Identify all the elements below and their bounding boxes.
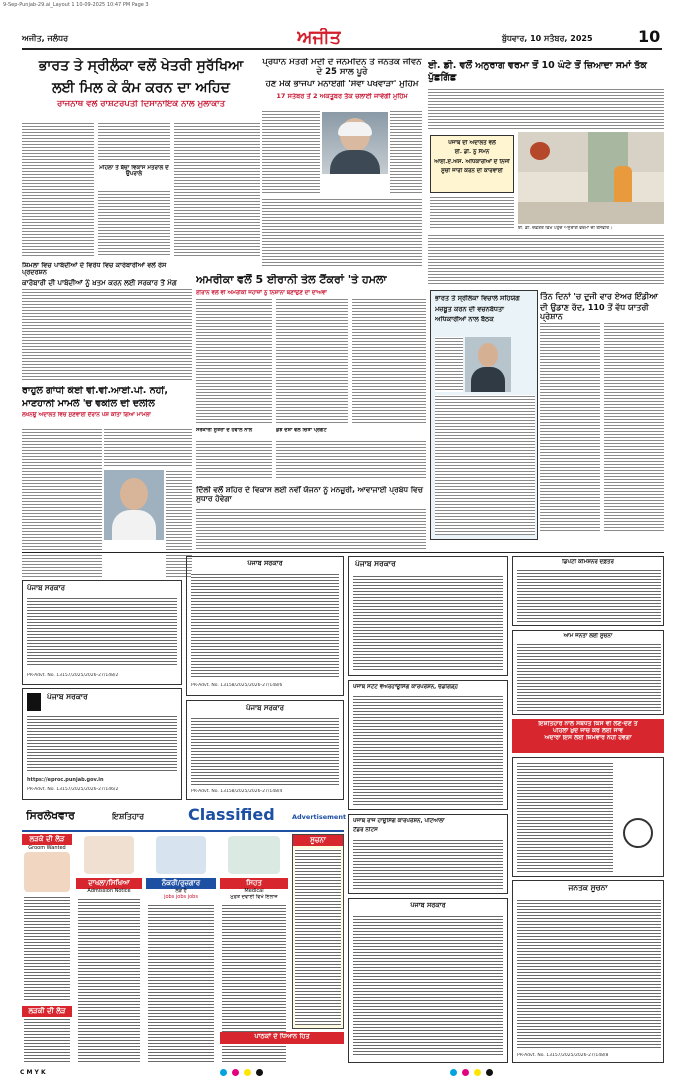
story-air-india bbox=[540, 292, 664, 322]
classified-col-jobs bbox=[146, 834, 216, 1064]
story-ed-anurag bbox=[428, 60, 664, 84]
story-delhi bbox=[196, 486, 426, 503]
story3-sidebar-1: ਪੰਜਾਬ ਦੀ ਅਦਾਲਤ ਵਲੋਂ bbox=[448, 140, 496, 146]
ad-punjab-sarkar-1 bbox=[22, 580, 182, 685]
story6-col-1b bbox=[196, 440, 272, 480]
story6-inset-2-text: ਕੁਝ ਦੇਸ਼ਾਂ ਵਲੋਂ ਚਿੰਤਾ ਪ੍ਰਗਟ bbox=[276, 428, 327, 433]
story6-inset-text: ਸਰਕਾਰੀ ਸੂਤਰਾਂ ਦੇ ਹਵਾਲੇ ਨਾਲ bbox=[196, 428, 253, 433]
story-india-srilanka-2 bbox=[430, 290, 538, 540]
ads-rule bbox=[22, 552, 664, 553]
ad-warning-band bbox=[512, 719, 664, 753]
classified-title-en: Classified bbox=[188, 806, 275, 824]
registration-cyan-icon bbox=[220, 1069, 227, 1076]
grooms-sub: Groom Wanted bbox=[28, 845, 66, 851]
ad2-body bbox=[27, 715, 177, 773]
ad1-body bbox=[27, 597, 177, 667]
ad-dc-office bbox=[512, 556, 664, 626]
story1-col-2a bbox=[98, 122, 170, 162]
masthead-section: ਅਜੀਤ, ਜਲੰਧਰ bbox=[22, 34, 69, 43]
registration-yellow-icon bbox=[244, 1069, 251, 1076]
ad9-body bbox=[517, 569, 661, 623]
modi-photo-body bbox=[330, 150, 380, 174]
ad-public-notice bbox=[512, 880, 664, 1063]
ad9-title: ਡਿਪਟੀ ਕਮਿਸ਼ਨਰ ਦਫ਼ਤਰ bbox=[562, 559, 614, 565]
registration-cyan-icon-2 bbox=[450, 1069, 457, 1076]
story1-subhead: ਰਾਜਨਾਥ ਵਲੋਂ ਰਾਸ਼ਟਰਪਤੀ ਦਿਸਾਨਾਇਕੇ ਨਾਲ ਮੁਲਾਕਾਤ bbox=[56, 100, 226, 110]
classified-title-pb-2: ਇਸ਼ਤਿਹਾਰ bbox=[112, 812, 145, 821]
story-us-iran bbox=[196, 274, 426, 296]
ad12-body bbox=[517, 899, 661, 1049]
story4-headline: ਕਾਰੋਬਾਰੀ ਦੀ ਪਾਬੰਦੀਆਂ ਨੂੰ ਖ਼ਤਮ ਕਰਨ ਲਈ ਸਰਕਾਰ ਤੋਂ ਮੰਗ bbox=[22, 278, 177, 287]
ad-housing bbox=[348, 814, 508, 894]
story5-headline-1: ਰਾਹੁਲ ਗਾਂਧੀ ਕੋਈ ਵੀ.ਵੀ.ਆਈ.ਪੀ. ਨਹੀਂ, bbox=[22, 386, 168, 396]
medical-sub: ਮੁਫ਼ਤ ਦਵਾਈ ਵਿਖੇ ਇਲਾਜ bbox=[230, 894, 278, 900]
story5-col-2 bbox=[104, 428, 192, 468]
masthead-date: ਬੁੱਧਵਾਰ, 10 ਸਤੰਬਰ, 2025 bbox=[502, 34, 593, 43]
admission-head: ਦਾਖਲਾ/ਸਿਖਿਆ bbox=[76, 878, 142, 889]
ad2-pr-number: PR-Advt. No. 13157/2025/2026-27/146/2 bbox=[27, 787, 119, 792]
modi-photo bbox=[322, 112, 388, 174]
story3-sidebar-2: ਈ. ਡੀ. ਨੂੰ ਸੰਮਨ bbox=[454, 149, 490, 156]
warning-line-1: ਇਸ਼ਤਿਹਾਰ ਨਾਲ ਸਬੰਧਤ ਕਿਸੇ ਵੀ ਲੈਣ-ਦੇਣ ਤੋਂ bbox=[538, 721, 638, 727]
story6-col-1 bbox=[196, 298, 272, 423]
story9-headline-2: ਦੀ ਉਡਾਣ ਰੱਦ, 110 ਤੋਂ ਵੱਧ ਯਾਤਰੀ ਪ੍ਰੇਸ਼ਾਨ bbox=[540, 303, 649, 322]
registration-magenta-icon bbox=[232, 1069, 239, 1076]
ad3-pr-number: PR-Advt. No. 13158/2025/2026-27/148/6 bbox=[191, 683, 283, 688]
bride-head: ਲੜਕੀ ਦੀ ਲੋੜ bbox=[22, 1006, 72, 1017]
jobs-head: ਨੌਕਰੀ/ਰੁਜ਼ਗਾਰ bbox=[146, 878, 216, 889]
story8-headline-1: ਭਾਰਤ ਤੇ ਸ੍ਰੀਲੰਕਾ ਵਿਚਾਲੇ ਸਹਿਯੋਗ bbox=[435, 295, 520, 302]
footer-registration bbox=[20, 1068, 664, 1078]
punjab-emblem-icon bbox=[27, 693, 41, 711]
ad-corporation bbox=[348, 680, 508, 810]
story1-col-1 bbox=[22, 122, 94, 257]
ad1-title: ਪੰਜਾਬ ਸਰਕਾਰ bbox=[27, 584, 66, 592]
story8-col-1 bbox=[435, 337, 463, 392]
rahul-photo-body bbox=[112, 510, 156, 540]
ad-notice bbox=[512, 630, 664, 715]
official-photo bbox=[465, 337, 511, 392]
ad8-title: ਪੰਜਾਬ ਸਰਕਾਰ bbox=[410, 902, 446, 909]
jobs-sub: ਲੋੜ ਹੈ bbox=[175, 888, 187, 894]
ad7-tender: ਟੈਂਡਰ ਨੋਟਿਸ bbox=[353, 827, 378, 834]
masthead-logo: ਅਜੀਤ bbox=[297, 28, 342, 48]
masthead-rule bbox=[22, 48, 662, 50]
jobs-line: jobs jobs jobs bbox=[164, 894, 198, 900]
story6-subhead: ਈਰਾਨ ਵਲੋਂ ਵੀ ਅਮਰੀਕੀ ਜਹਾਜ਼ਾਂ ਨੂੰ ਨਿਸ਼ਾਨਾ ਬਣਾਉਣ ਦਾ ਦਾਅਵਾ bbox=[196, 289, 327, 296]
ad2-title: ਪੰਜਾਬ ਸਰਕਾਰ bbox=[47, 693, 88, 701]
story1-headline-2: ਲਈ ਮਿਲ ਕੇ ਕੰਮ ਕਰਨ ਦਾ ਅਹਿਦ bbox=[52, 80, 230, 97]
story-shimla bbox=[22, 262, 192, 287]
story-india-srilanka bbox=[22, 58, 260, 110]
story-modi-seva bbox=[262, 58, 422, 101]
story2-headline-1: ਪ੍ਰਧਾਨ ਮੰਤਰੀ ਮੋਦੀ ਦੇ ਜਨਮਦਿਨ ਤੇ ਜਨਤਕ ਜੀਵਨ ਦੇ 25 ਸਾਲ ਪੂਰੇ bbox=[262, 58, 422, 77]
ad5-title: ਪੰਜਾਬ ਸਰਕਾਰ bbox=[355, 560, 396, 568]
story8-body bbox=[435, 395, 535, 535]
registration-magenta-icon-2 bbox=[462, 1069, 469, 1076]
story9-headline-1: ਤਿੰਨ ਦਿਨਾਂ 'ਚ ਦੂਜੀ ਵਾਰ ਏਅਰ ਇੰਡੀਆ bbox=[540, 292, 658, 301]
story3-sidebar-3: ਆਈ.ਏ.ਐਸ. ਅਧਿਕਾਰੀਆਂ ਦੇ ਨਿਜੀ bbox=[434, 158, 510, 165]
story3-caption: ਈ. ਡੀ. ਦਫ਼ਤਰ ਵਿਖੇ ਪਹੁੰਚੇ ਅਨੁਰਾਗ ਵਰਮਾ ਦੀ ਤਸਵੀਰ। bbox=[518, 226, 613, 231]
ad6-title: ਪੰਜਾਬ ਸਟੇਟ ਵੇਅਰਹਾਊਸਿੰਗ ਕਾਰਪੋਰੇਸ਼ਨ, ਚੰਡੀਗੜ੍ਹ bbox=[353, 684, 458, 690]
story5-headline-2: ਮਾਣਹਾਨੀ ਮਾਮਲੇ 'ਚ ਵਕੀਲ ਦੀ ਦਲੀਲ bbox=[22, 398, 155, 409]
classified-banner bbox=[22, 804, 347, 832]
story6-inset bbox=[196, 428, 272, 438]
bride-body bbox=[24, 1018, 70, 1062]
classified-col-admission bbox=[76, 834, 142, 1064]
medical-head: ਸਿਹਤ bbox=[220, 878, 288, 889]
photo-emblem bbox=[530, 142, 550, 160]
notice-head: ਸੂਚਨਾ bbox=[293, 835, 343, 846]
official-photo-face bbox=[478, 343, 498, 367]
story2-subhead: 17 ਸਤੰਬਰ ਤੋਂ 2 ਅਕਤੂਬਰ ਤੱਕ ਚਲਾਈ ਜਾਵੇਗੀ ਮੁਹਿੰਮ bbox=[276, 93, 408, 101]
story5-col-1 bbox=[22, 428, 102, 578]
story6-col-2 bbox=[276, 298, 348, 423]
page-number: 10 bbox=[638, 28, 661, 46]
story3-lead bbox=[428, 88, 664, 130]
rahul-photo-face bbox=[120, 478, 148, 510]
ad12-title: ਜਨਤਕ ਸੂਚਨਾ bbox=[568, 884, 608, 892]
classified-col-medical bbox=[220, 834, 288, 1064]
admission-photo bbox=[84, 836, 134, 874]
story6-col-3 bbox=[352, 298, 426, 423]
ad-punjab-sarkar-2 bbox=[22, 688, 182, 800]
story1-headline-1: ਭਾਰਤ ਤੇ ਸ੍ਰੀਲੰਕਾ ਵਲੋਂ ਖੇਤਰੀ ਸੁਰੱਖਿਆ bbox=[38, 58, 244, 74]
ad12-pr-number: PR-Advt. No. 13157/2025/2026-27/148/8 bbox=[517, 1053, 609, 1058]
story2-headline-2: ਹੋਣ ਮੌਕੇ ਭਾਜਪਾ ਮਨਾਏਗੀ 'ਸੇਵਾ ਪਖਵਾੜਾ' ਮੁਹਿੰਮ bbox=[265, 79, 419, 89]
story4-kicker: ਸ਼ਿਮਲਾ ਵਿਚ ਪਾਬੰਦੀਆਂ ਦੇ ਵਿਰੋਧ ਵਿਚ ਕਾਰੋਬਾਰੀਆਂ ਵਲੋਂ ਰੋਸ ਪ੍ਰਦਰਸ਼ਨ bbox=[22, 262, 167, 277]
story4-body bbox=[22, 288, 192, 380]
story9-col-2 bbox=[604, 322, 664, 532]
story6-inset-2 bbox=[276, 428, 348, 438]
story3-headline: ਈ. ਡੀ. ਵਲੋਂ ਅਨੁਰਾਗ ਵਰਮਾ ਤੋਂ 10 ਘੰਟੇ ਤੋਂ ਜ਼ਿਆਦਾ ਸਮਾਂ ਤੱਕ ਪੁੱਛਗਿੱਛ bbox=[428, 60, 647, 83]
story3-col-1 bbox=[430, 196, 514, 228]
admission-body bbox=[78, 898, 140, 1062]
warning-line-2: ਪਹਿਲਾਂ ਖ਼ੁਦ ਜਾਂਚ ਕਰ ਲਈ ਜਾਵੇ bbox=[553, 727, 623, 734]
story5-subhead: ਲਖਨਊ ਅਦਾਲਤ ਵਿਚ ਸੁਣਵਾਈ ਦੌਰਾਨ ਪੇਸ਼ ਕੀਤਾ ਗਿਆ ਮਾਮਲਾ bbox=[22, 411, 151, 418]
registration-yellow-icon-2 bbox=[474, 1069, 481, 1076]
notice-body bbox=[295, 849, 341, 1025]
ad11-body bbox=[517, 762, 613, 872]
official-photo-body bbox=[471, 367, 505, 392]
medical-photo bbox=[228, 836, 280, 874]
jobs-photo bbox=[156, 836, 206, 874]
story7-body bbox=[196, 508, 426, 550]
story3-body bbox=[428, 234, 664, 286]
classified-col-notice bbox=[292, 834, 344, 1029]
ad4-body bbox=[191, 717, 339, 785]
warning-line-3: ਅਦਾਰਾ ਇਸ ਲਈ ਜ਼ਿੰਮੇਵਾਰ ਨਹੀਂ ਹੋਵੇਗਾ bbox=[544, 734, 632, 741]
registration-black-icon bbox=[256, 1069, 263, 1076]
ad4-pr-number: PR-Advt. No. 13158/2025/2026-27/148/4 bbox=[191, 789, 283, 794]
rahul-photo bbox=[104, 470, 164, 540]
classified-title-pb: ਸਿਰਲੇਖਵਾਰ bbox=[26, 810, 75, 822]
readers-band bbox=[220, 1032, 344, 1044]
classified-col-grooms bbox=[22, 834, 72, 1064]
grooms-head: ਲੜਕੇ ਦੀ ਲੋੜ bbox=[22, 834, 72, 845]
story8-headline-3: ਅਧਿਕਾਰੀਆਂ ਨਾਲ ਬੈਠਕ bbox=[435, 315, 494, 323]
ad-court bbox=[512, 757, 664, 877]
ed-office-photo bbox=[518, 132, 664, 224]
classified-title-en-2: Advertisement bbox=[292, 814, 347, 821]
story3-sidebar-4: ਸੂਚੀ ਜਾਰੀ ਕਰਨ ਦੀ ਕਾਰਵਾਈ bbox=[441, 167, 503, 174]
story1-inset-text: ਮਹਿਲਾ ਤੇ ਬੱਚਾ ਵਿਕਾਸ ਮੰਤਰਾਲੇ ਦੇ ਉਪਰਾਲੇ bbox=[99, 165, 169, 178]
ad3-body bbox=[191, 573, 339, 677]
medical-sub-en: Medical bbox=[244, 888, 264, 894]
ad4-title: ਪੰਜਾਬ ਸਰਕਾਰ bbox=[245, 704, 284, 712]
ad10-body bbox=[517, 643, 661, 711]
ad7-title: ਪੰਜਾਬ ਰਾਜ ਹਾਊਸਿੰਗ ਕਾਰਪੋਰੇਸ਼ਨ, ਪਟਿਆਲਾ bbox=[353, 818, 445, 824]
ad10-title: ਆਮ ਜਨਤਾ ਲਈ ਸੂਚਨਾ bbox=[563, 633, 613, 639]
story6-headline: ਅਮਰੀਕਾ ਵਲੋਂ 5 ਈਰਾਨੀ ਤੇਲ ਟੈਂਕਰਾਂ 'ਤੇ ਹਮਲਾ bbox=[196, 274, 387, 286]
story2-col-1 bbox=[262, 110, 320, 195]
cmyk-label: C M Y K bbox=[20, 1069, 46, 1076]
ad-punjab-sarkar-5 bbox=[348, 898, 508, 1063]
story7-headline: ਦਿੱਲੀ ਵਲੋਂ ਸ਼ਹਿਰ ਦੇ ਵਿਕਾਸ ਲਈ ਨਵੀਂ ਯੋਜਨਾ ਨੂੰ ਮਨਜ਼ੂਰੀ, ਆਵਾਜਾਈ ਪ੍ਰਬੰਧ ਵਿਚ ਸੁਧਾਰ ਹੋਵੇਗਾ bbox=[196, 486, 423, 503]
ad-punjab-sarkar-3 bbox=[186, 700, 344, 800]
ad2-url: https://eproc.punjab.gov.in bbox=[27, 777, 104, 783]
modi-photo-hair bbox=[338, 122, 372, 136]
story-rahul bbox=[22, 386, 192, 418]
jobs-body bbox=[148, 904, 214, 1062]
ad8-body bbox=[353, 915, 503, 1055]
story3-sidebar bbox=[430, 135, 514, 193]
story1-col-3 bbox=[174, 122, 260, 257]
seal-icon bbox=[623, 818, 653, 848]
ad1-pr-number: PR-Advt. No. 13157/2025/2026-27/148/2 bbox=[27, 673, 119, 678]
grooms-photo bbox=[24, 852, 70, 892]
ad5-body bbox=[353, 575, 503, 671]
story2-col-3 bbox=[390, 110, 422, 195]
ad7-body bbox=[353, 839, 503, 889]
story2-body bbox=[262, 198, 422, 268]
registration-black-icon-2 bbox=[486, 1069, 493, 1076]
story1-col-2b bbox=[98, 190, 170, 257]
story8-headline-2: ਮਜ਼ਬੂਤ ਕਰਨ ਦੀ ਵਚਨਬੱਧਤਾ bbox=[435, 306, 504, 314]
ad-punjab-sarkar-4 bbox=[348, 556, 508, 676]
story6-col-2b bbox=[276, 440, 426, 480]
photo-floor bbox=[518, 202, 664, 224]
story9-col-1 bbox=[540, 322, 600, 532]
masthead bbox=[22, 26, 662, 50]
story1-inset bbox=[98, 165, 170, 185]
print-slug: 9-Sep-Punjab-29.ai_Layout 1 10-09-2025 10:47 PM Page 3 bbox=[3, 2, 149, 8]
ad6-body bbox=[353, 695, 503, 805]
readers-band-text: ਪਾਠਕਾਂ ਦੇ ਧਿਆਨ ਹਿਤ bbox=[254, 1033, 310, 1040]
ad3-title: ਪੰਜਾਬ ਸਰਕਾਰ bbox=[247, 560, 283, 567]
ad-tender bbox=[186, 556, 344, 696]
grooms-body bbox=[24, 896, 70, 1002]
admission-sub: Admission Notice bbox=[87, 888, 131, 894]
